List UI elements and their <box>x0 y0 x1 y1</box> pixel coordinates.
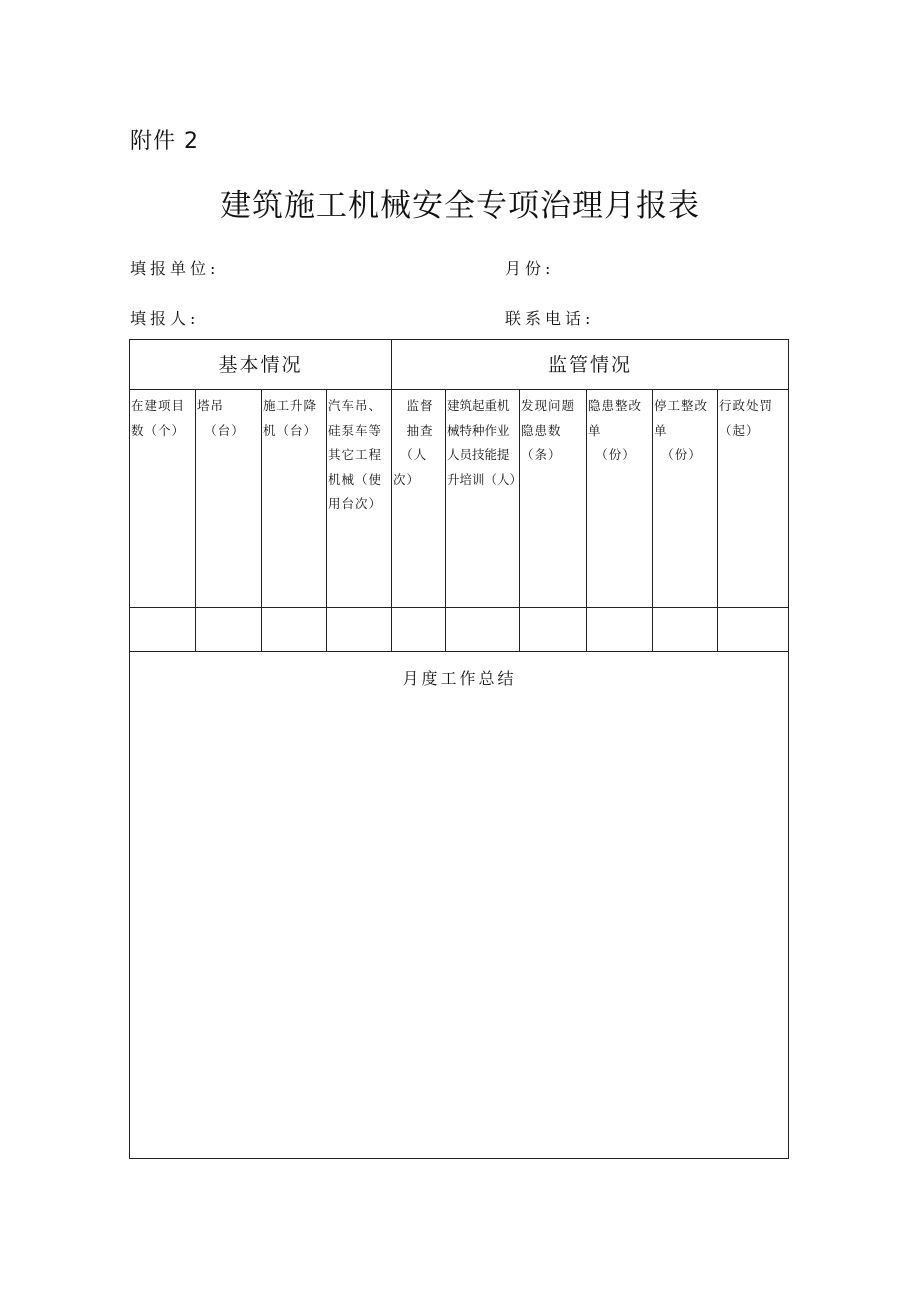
section-basic-title: 基本情况 <box>218 354 303 376</box>
header-divider <box>129 389 789 390</box>
col-stop-work-orders: 停工整改 单 （份） <box>654 398 709 462</box>
col-other-machinery: 汽车吊、 硅泵车等 其它工程 机械（使 用台次） <box>328 398 383 511</box>
fill-unit-label: 填报单位: <box>130 259 220 278</box>
page-title: 建筑施工机械安全专项治理月报表 <box>220 188 700 224</box>
col-administrative-penalties: 行政处罚 （起） <box>719 398 774 438</box>
column-header-bottom <box>129 607 789 608</box>
section-divider <box>391 339 392 651</box>
contact-phone-label: 联系电话: <box>505 309 595 328</box>
col-operator-training: 建筑起重机 械特种作业 人员技能提 升培训（人） <box>447 398 523 487</box>
col-rectification-orders: 隐患整改 单 （份） <box>588 398 643 462</box>
monthly-summary-title: 月度工作总结 <box>402 669 517 688</box>
col-hazards-found: 发现问题 隐患数 （条） <box>521 398 576 462</box>
attachment-label: 附件 2 <box>130 129 199 154</box>
month-label: 月份: <box>505 259 555 278</box>
col-construction-elevators: 施工升降 机（台） <box>263 398 318 438</box>
fill-person-label: 填报人: <box>130 309 200 328</box>
data-row-bottom <box>129 651 789 652</box>
col-supervision-checks: 监督 抽查 （人 次） <box>393 398 434 487</box>
section-supervision-title: 监管情况 <box>547 354 632 376</box>
col-projects-under-construction: 在建项目 数（个） <box>131 398 186 438</box>
col-tower-cranes: 塔吊 （台） <box>197 398 245 438</box>
